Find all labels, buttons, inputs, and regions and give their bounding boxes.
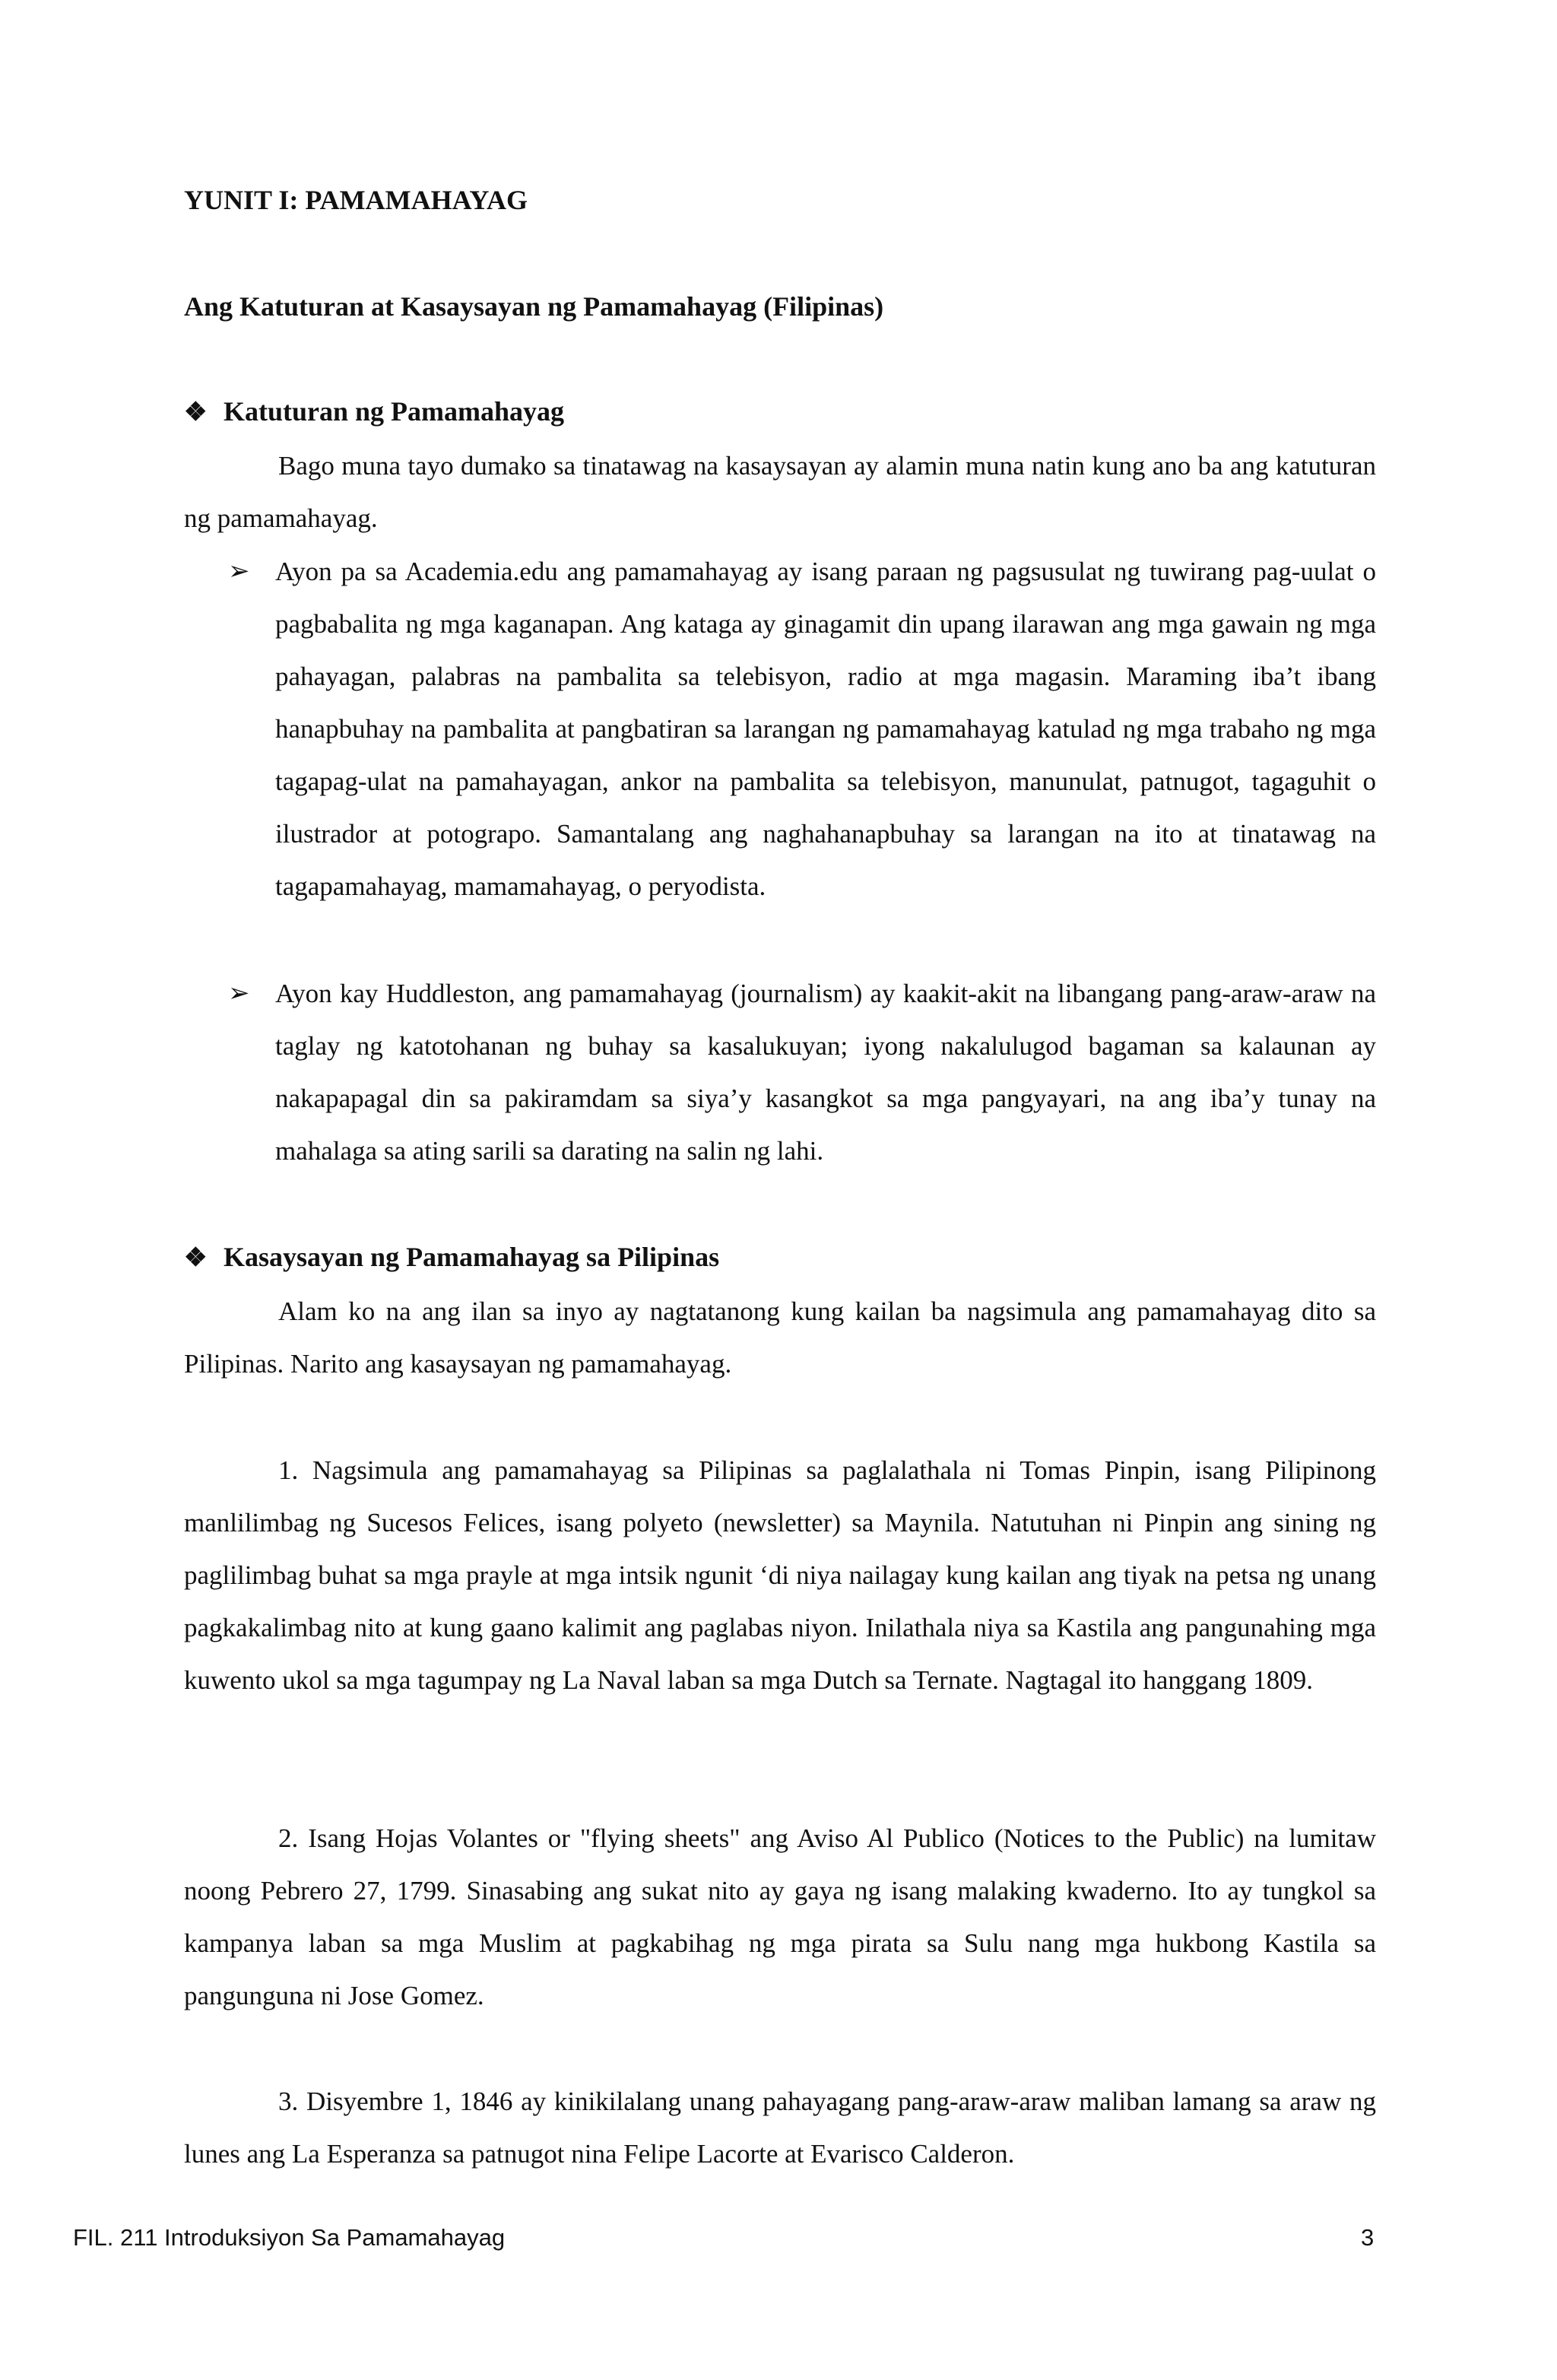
footer-course: FIL. 211 Introduksiyon Sa Pamamahayag	[73, 2224, 506, 2251]
kasaysayan-point-3: 3. Disyembre 1, 1846 ay kinikilalang unang pahayagang pang-araw-araw maliban lamang sa araw ng lunes ang La Esperanza sa patnugot nina Felipe Lacorte at Evarisco Calderon.	[184, 2086, 1376, 2169]
katuturan-item-text: Ayon pa sa Academia.edu ang pamamahayag ay isang paraan ng pagsusulat ng tuwirang pag-uulat o pagbabalita ng mga kaganapan. Ang kataga ay ginagamit din upang ilarawan ang mga gawain ng mga pahayagan, palabras na pambalita sa telebisyon, radio at mga magasin. Maraming iba’t ibang hanapbuhay na pambalita at pangbatiran sa larangan ng pamamahayag katulad ng mga trabaho ng mga tagapag-ulat na pamahayagan, ankor na pambalita sa telebisyon, manunulat, patnugot, tagaguhit o ilustrador at potograpo. Samantalang ang naghahanapbuhay sa larangan na ito at tinatawag na tagapamahayag, mamamahayag, o peryodista.	[275, 557, 1376, 901]
katuturan-heading-row	[184, 395, 1376, 427]
section-title: Ang Katuturan at Kasaysayan ng Pamamahayag (Filipinas)	[184, 291, 884, 322]
kasaysayan-heading: Kasaysayan ng Pamamahayag sa Pilipinas	[224, 1242, 720, 1272]
arrow-bullet-icon: ➢	[228, 979, 250, 1008]
kasaysayan-point-1: 1. Nagsimula ang pamamahayag sa Pilipinas sa paglalathala ni Tomas Pinpin, isang Pilipinong manlilimbag ng Sucesos Felices, isang polyeto (newsletter) sa Maynila. Natutuhan ni Pinpin ang sining ng paglilimbag buhat sa mga prayle at mga intsik ngunit ‘di niya nailagay kung kailan ang tiyak na petsa ng unang pagkakalimbag nito at kung gaano kalimit ang paglabas niyon. Inilathala niya sa Kastila ang pangunahing mga kuwento ukol sa mga tagumpay ng La Naval laban sa mga Dutch sa Ternate. Nagtagal ito hanggang 1809.	[184, 1455, 1376, 1695]
diamond-bullet-icon: ❖	[184, 1244, 208, 1272]
katuturan-intro: Bago muna tayo dumako sa tinatawag na kasaysayan ay alamin muna natin kung ano ba ang katuturan ng pamamahayag.	[184, 451, 1376, 533]
kasaysayan-point-2: 2. Isang Hojas Volantes or "flying sheets" ang Aviso Al Publico (Notices to the Public) na lumitaw noong Pebrero 27, 1799. Sinasabing ang sukat nito ay gaya ng isang malaking kwaderno. Ito ay tungkol sa kampanya laban sa mga Muslim at pagkabihag ng mga pirata sa Sulu nang mga hukbong Kastila sa pangunguna ni Jose Gomez.	[184, 1823, 1376, 2010]
arrow-bullet-icon: ➢	[228, 557, 250, 585]
katuturan-heading: Katuturan ng Pamamahayag	[224, 396, 565, 427]
katuturan-item-2	[230, 967, 1376, 1177]
kasaysayan-intro: Alam ko na ang ilan sa inyo ay nagtatanong kung kailan ba nagsimula ang pamamahayag dito sa Pilipinas. Narito ang kasaysayan ng pamamahayag.	[184, 1296, 1376, 1379]
katuturan-item-1	[230, 545, 1376, 912]
footer-page-number: 3	[1361, 2224, 1375, 2251]
kasaysayan-heading-row	[184, 1241, 1376, 1273]
unit-title: YUNIT I: PAMAMAHAYAG	[184, 185, 528, 215]
diamond-bullet-icon: ❖	[184, 398, 208, 427]
katuturan-item-text: Ayon kay Huddleston, ang pamamahayag (journalism) ay kaakit-akit na libangang pang-araw-araw na taglay ng katotohanan ng buhay sa kasalukuyan; iyong nakalulugod bagaman sa kalaunan ay nakapapagal din sa pakiramdam sa siya’y kasangkot sa mga pangyayari, na ang iba’y tunay na mahalaga sa ating sarili sa darating na salin ng lahi.	[275, 979, 1376, 1166]
